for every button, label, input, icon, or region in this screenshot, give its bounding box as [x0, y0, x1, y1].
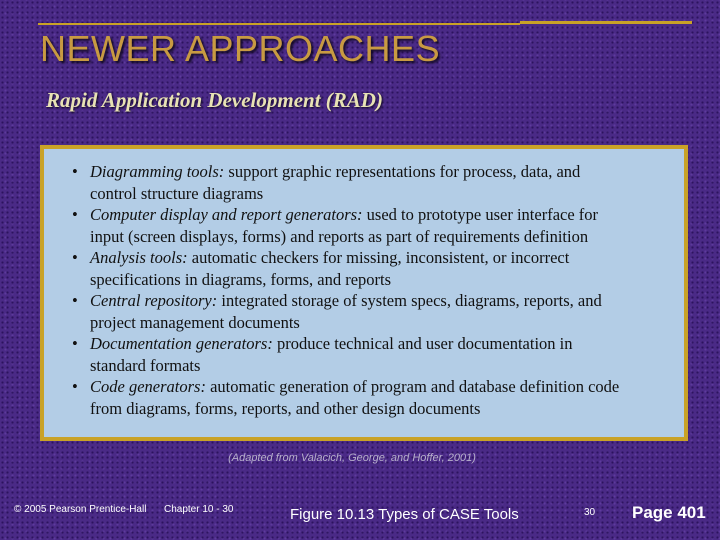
tool-description-cont: control structure diagrams	[90, 183, 264, 203]
list-item	[44, 376, 684, 419]
tool-term: Diagramming tools:	[90, 162, 225, 181]
list-item	[44, 204, 684, 247]
list-item	[44, 247, 684, 290]
tool-description: used to prototype user interface for	[362, 205, 599, 224]
title-underline	[38, 23, 520, 25]
bullet-icon: •	[72, 377, 78, 396]
tool-description-cont: project management documents	[90, 312, 300, 332]
tool-term: Documentation generators:	[90, 334, 273, 353]
copyright-notice: © 2005 Pearson Prentice-Hall	[14, 504, 147, 515]
slide-title: NEWER APPROACHES	[40, 28, 441, 69]
tool-description: support graphic representations for process, data, and	[224, 162, 581, 181]
tool-description-cont: standard formats	[90, 355, 201, 375]
tool-term: Computer display and report generators:	[90, 205, 363, 224]
list-item	[44, 333, 684, 376]
tool-term: Analysis tools:	[90, 248, 188, 267]
bullet-icon: •	[72, 205, 78, 224]
page-reference: Page 401	[632, 503, 706, 522]
title-underline-accent	[520, 21, 692, 24]
tool-description: produce technical and user documentation in	[272, 334, 573, 353]
tool-description-cont: specifications in diagrams, forms, and reports	[90, 269, 392, 289]
case-tools-list	[44, 149, 684, 419]
case-tools-figure	[40, 145, 688, 441]
tool-term: Code generators:	[90, 377, 206, 396]
tool-description-cont: input (screen displays, forms) and reports as part of requirements definition	[90, 226, 589, 246]
bullet-icon: •	[72, 162, 78, 181]
list-item	[44, 161, 684, 204]
slide-number: 30	[584, 507, 596, 518]
tool-description: automatic generation of program and database definition code	[205, 377, 620, 396]
figure-label: Figure 10.13 Types of CASE Tools	[290, 506, 519, 523]
list-item	[44, 290, 684, 333]
bullet-icon: •	[72, 334, 78, 353]
slide-subtitle: Rapid Application Development (RAD)	[46, 88, 383, 112]
chapter-label: Chapter 10 - 30	[164, 504, 234, 515]
tool-description: integrated storage of system specs, diagrams, reports, and	[217, 291, 602, 310]
tool-description: automatic checkers for missing, inconsistent, or incorrect	[187, 248, 570, 267]
figure-caption: (Adapted from Valacich, George, and Hoffer, 2001)	[228, 452, 476, 464]
bullet-icon: •	[72, 248, 78, 267]
tool-description-cont: from diagrams, forms, reports, and other design documents	[90, 398, 481, 418]
bullet-icon: •	[72, 291, 78, 310]
tool-term: Central repository:	[90, 291, 218, 310]
